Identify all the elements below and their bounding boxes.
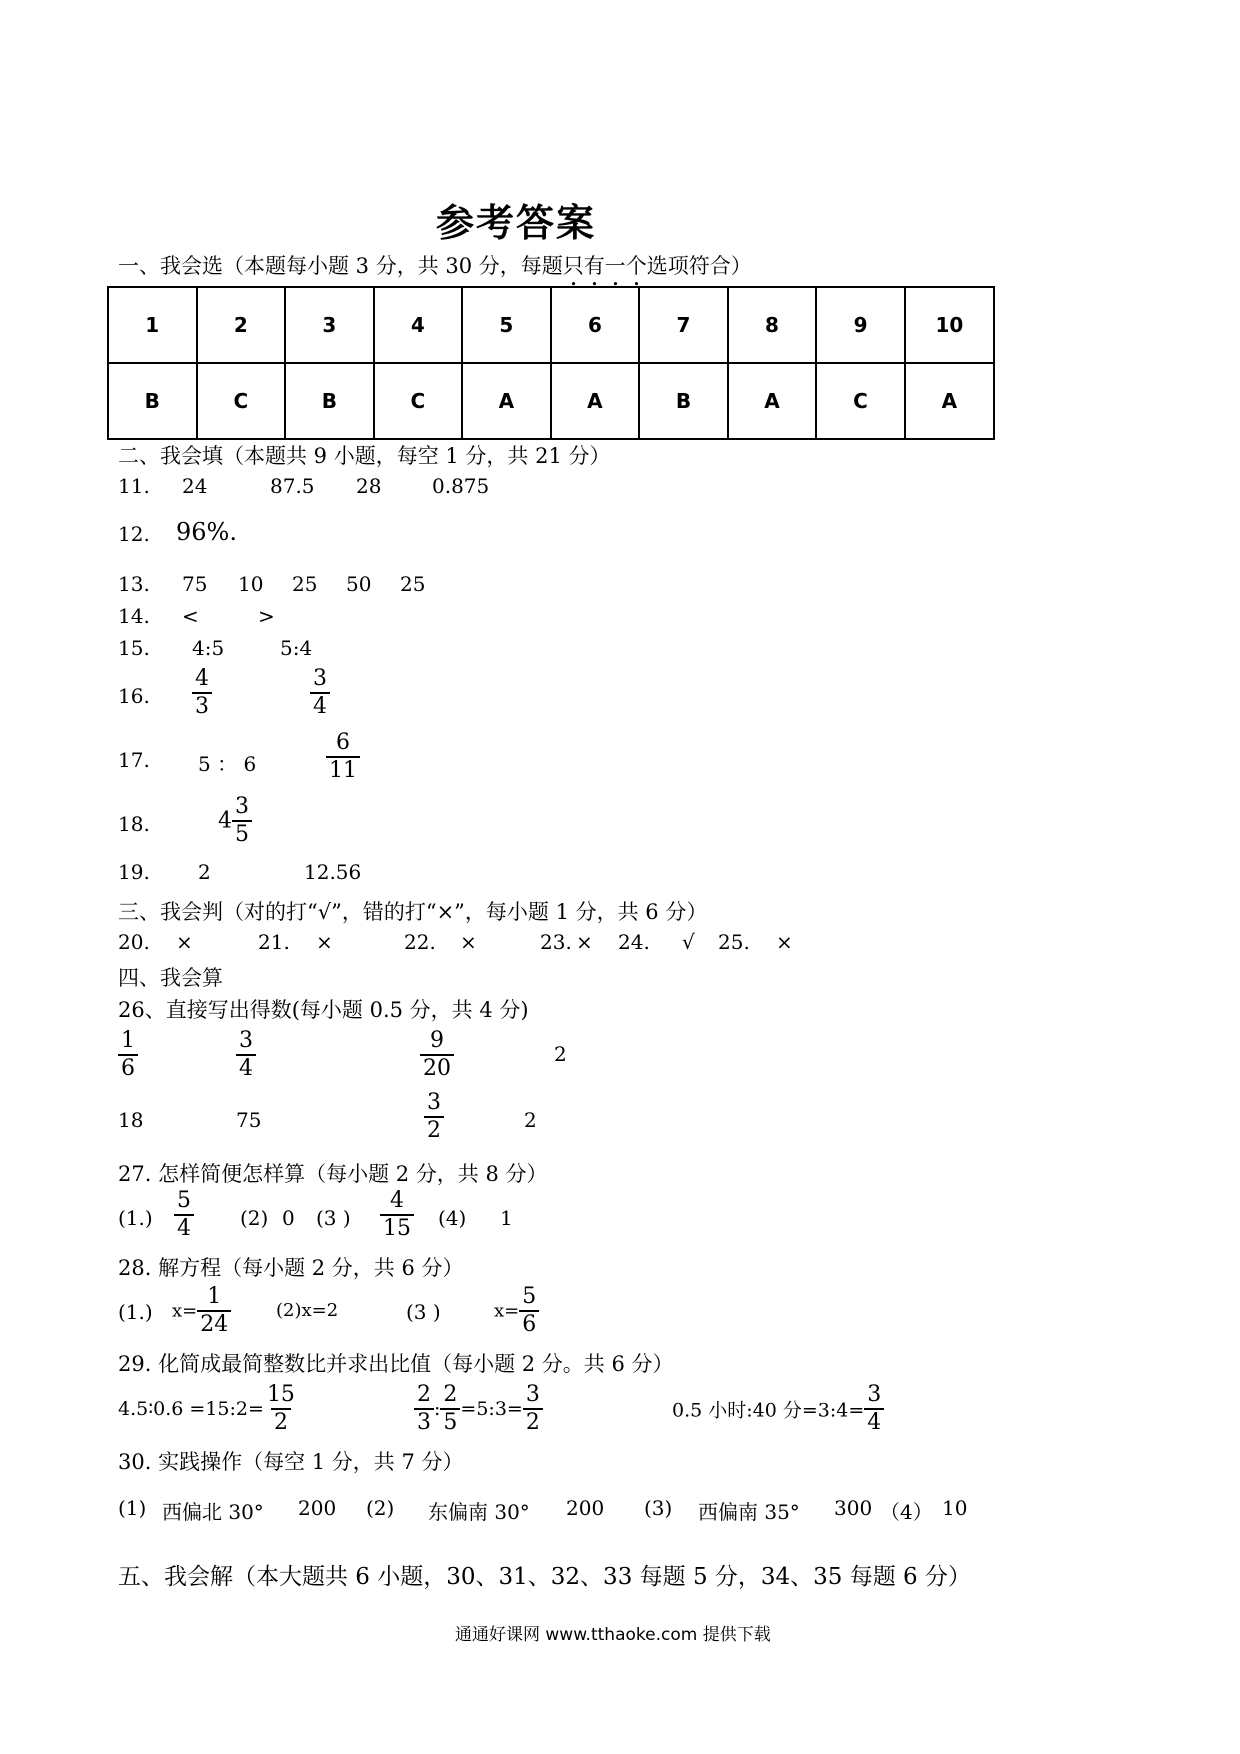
table-cell: C [374, 363, 463, 439]
q11-answer: 28 [356, 474, 382, 498]
table-cell: B [108, 363, 197, 439]
fraction-numerator: 6 [336, 730, 350, 755]
q11-number: 11. [118, 474, 150, 498]
q27-answer: 1 [500, 1206, 513, 1230]
fraction-denominator: 3 [192, 692, 212, 720]
q29-b-ratio: =5:3= [460, 1398, 523, 1420]
table-cell: 6 [551, 287, 640, 363]
page-footer: 通通好课网 www.tthaoke.com 提供下载 [455, 1625, 771, 1645]
fraction-numerator: 1 [121, 1028, 135, 1053]
table-cell: 2 [197, 287, 286, 363]
table-cell: 3 [285, 287, 374, 363]
table-cell: B [639, 363, 728, 439]
q28-heading: 28. 解方程（每小题 2 分，共 6 分） [118, 1256, 464, 1280]
fraction-denominator: 2 [424, 1116, 444, 1144]
fraction-denominator: 24 [197, 1310, 231, 1338]
q30-answer: 西偏南 35° [698, 1500, 800, 1524]
q29-c-ratio: 0.5 小时:40 分=3:4= [672, 1399, 865, 1422]
q21-number: 21. [258, 930, 290, 954]
q19-number: 19. [118, 860, 150, 884]
table-cell: 7 [639, 287, 728, 363]
q29-answer-b [414, 1382, 543, 1436]
q24-number: 24. [618, 930, 650, 954]
sec4-heading: 四、我会算 [118, 966, 223, 990]
q30-answer: 东偏南 30° [428, 1500, 530, 1524]
fraction-numerator: 1 [207, 1284, 222, 1309]
answer-table [107, 286, 995, 440]
fraction-denominator: 6 [519, 1310, 539, 1338]
q26-fraction [424, 1090, 444, 1144]
table-cell: C [816, 363, 905, 439]
q19-answer: 2 [198, 860, 211, 884]
answer-table-answer-row [108, 363, 994, 439]
q26-answer: 75 [236, 1108, 262, 1132]
q28-equation [172, 1284, 231, 1338]
q24-answer: √ [682, 930, 695, 954]
fraction-denominator: 4 [864, 1408, 884, 1436]
q27-fraction [174, 1188, 194, 1242]
fraction-denominator: 4 [174, 1214, 194, 1242]
fraction-denominator: 5 [440, 1408, 460, 1436]
fraction-denominator: 3 [414, 1408, 434, 1436]
q14-answer: > [258, 604, 275, 628]
q20-number: 20. [118, 930, 150, 954]
q27-label: (4) [438, 1206, 467, 1230]
q23-answer: × [576, 930, 593, 954]
table-cell: A [462, 363, 551, 439]
q29-heading: 29. 化简成最简整数比并求出比值（每小题 2 分。共 6 分） [118, 1352, 674, 1376]
q27-fraction [380, 1188, 414, 1242]
q27-label: (2) [240, 1206, 269, 1230]
table-cell: A [728, 363, 817, 439]
fraction-numerator: 4 [390, 1188, 404, 1213]
q13-answer: 25 [400, 572, 426, 596]
fraction-denominator: 4 [236, 1054, 256, 1082]
table-cell: A [905, 363, 994, 439]
q14-number: 14. [118, 604, 150, 628]
fraction-denominator: 6 [118, 1054, 138, 1082]
q26-heading: 26、直接写出得数(每小题 0.5 分，共 4 分) [118, 998, 529, 1022]
fraction-denominator: 2 [523, 1408, 543, 1436]
sec2-heading: 二、我会填（本题共 9 小题，每空 1 分，共 21 分） [118, 444, 611, 468]
q13-number: 13. [118, 572, 150, 596]
q30-label: (1) [118, 1496, 147, 1520]
q11-answer: 87.5 [270, 474, 315, 498]
q27-label: (1.) [118, 1206, 153, 1230]
q25-number: 25. [718, 930, 750, 954]
q30-answer: 200 [298, 1496, 337, 1520]
q28-x: x= [172, 1300, 198, 1322]
q28-label: (3 ) [406, 1300, 441, 1324]
fraction-numerator: 4 [195, 666, 209, 691]
table-cell: A [551, 363, 640, 439]
q26-fraction [236, 1028, 256, 1082]
sec1-heading-post: 选项符合） [646, 254, 752, 278]
fraction-denominator: 11 [326, 756, 360, 784]
q15-answer: 4:5 [192, 636, 225, 660]
answer-table-number-row [108, 287, 994, 363]
q27-heading: 27. 怎样简便怎样算（每小题 2 分，共 8 分） [118, 1162, 548, 1186]
q28-answer: (2)x=2 [276, 1300, 339, 1321]
q16-number: 16. [118, 684, 150, 708]
table-cell: 1 [108, 287, 197, 363]
q26-answer: 18 [118, 1108, 144, 1132]
q18-whole: 4 [218, 808, 232, 834]
table-cell: 8 [728, 287, 817, 363]
page-title: 参考答案 [436, 201, 597, 245]
fraction-numerator: 15 [266, 1382, 295, 1407]
sec1-heading-pre: 一、我会选（本题每小题 3 分，共 30 分，每题 [118, 254, 563, 278]
fraction-numerator: 2 [417, 1382, 431, 1407]
q20-answer: × [176, 930, 193, 954]
q15-number: 15. [118, 636, 150, 660]
table-cell: C [197, 363, 286, 439]
q30-label: （4） [880, 1500, 933, 1524]
fraction-numerator: 5 [177, 1188, 191, 1213]
q26-answer: 2 [524, 1108, 537, 1132]
q17-fraction [326, 730, 360, 784]
q27-label: (3 ) [316, 1206, 351, 1230]
q30-label: (2) [366, 1496, 395, 1520]
q28-label: (1.) [118, 1300, 153, 1324]
q22-number: 22. [404, 930, 436, 954]
fraction-numerator: 3 [867, 1382, 882, 1407]
q29-answer-a [118, 1382, 298, 1436]
q30-label: (3) [644, 1496, 673, 1520]
table-cell: 9 [816, 287, 905, 363]
q30-heading: 30. 实践操作（每空 1 分，共 7 分） [118, 1450, 464, 1474]
q29-b-colon: : [434, 1398, 441, 1420]
q26-fraction [420, 1028, 454, 1082]
q30-answer: 200 [566, 1496, 605, 1520]
q23-number: 23. [540, 930, 572, 954]
fraction-numerator: 3 [525, 1382, 540, 1407]
table-cell: 10 [905, 287, 994, 363]
fraction-numerator: 5 [522, 1284, 537, 1309]
q30-answer: 300 [834, 1496, 873, 1520]
fraction-denominator: 20 [420, 1054, 454, 1082]
q13-answer: 75 [182, 572, 208, 596]
q19-answer: 12.56 [304, 860, 362, 884]
fraction-denominator: 2 [271, 1408, 291, 1436]
sec1-heading [118, 250, 752, 291]
table-cell: 5 [462, 287, 551, 363]
q22-answer: × [460, 930, 477, 954]
q29-a-ratio: 4.5∶0.6 =15:2= [118, 1398, 264, 1420]
q14-answer: < [182, 604, 199, 628]
q16-fraction-2 [310, 666, 330, 720]
q12-answer: 96%. [176, 518, 237, 546]
table-cell: 4 [374, 287, 463, 363]
q12-number: 12. [118, 522, 150, 546]
fraction-denominator: 15 [380, 1214, 414, 1242]
q11-answer: 24 [182, 474, 208, 498]
q26-answer: 2 [554, 1042, 567, 1066]
fraction-denominator: 5 [232, 820, 252, 848]
q26-fraction [118, 1028, 138, 1082]
q21-answer: × [316, 930, 333, 954]
fraction-numerator: 3 [313, 666, 327, 691]
sec1-heading-emph: 只有一个 [562, 254, 647, 278]
q13-answer: 25 [292, 572, 318, 596]
q13-answer: 50 [346, 572, 372, 596]
q15-answer: 5:4 [280, 636, 313, 660]
q25-answer: × [776, 930, 793, 954]
q11-answer: 0.875 [432, 474, 490, 498]
q13-answer: 10 [238, 572, 264, 596]
q27-answer: 0 [282, 1206, 295, 1230]
q16-fraction-1 [192, 666, 212, 720]
q28-equation [494, 1284, 539, 1338]
table-cell: B [285, 363, 374, 439]
q18-mixed-number [218, 794, 252, 848]
fraction-numerator: 3 [239, 1028, 253, 1053]
q28-x: x= [494, 1300, 520, 1322]
sec5-heading: 五、我会解（本大题共 6 小题，30、31、32、33 每题 5 分，34、35 每题 6 分） [118, 1564, 971, 1590]
fraction-numerator: 3 [235, 794, 249, 819]
q17-answer: 5 ： 6 [198, 752, 257, 776]
q17-number: 17. [118, 748, 150, 772]
q29-answer-c [672, 1382, 884, 1436]
fraction-denominator: 4 [310, 692, 330, 720]
sec3-heading: 三、我会判（对的打“√”，错的打“×”，每小题 1 分，共 6 分） [118, 900, 708, 924]
fraction-numerator: 9 [430, 1028, 444, 1053]
q30-answer: 10 [942, 1496, 968, 1520]
fraction-numerator: 2 [443, 1382, 458, 1407]
fraction-numerator: 3 [427, 1090, 441, 1115]
q30-answer: 西偏北 30° [162, 1500, 264, 1524]
q18-number: 18. [118, 812, 150, 836]
